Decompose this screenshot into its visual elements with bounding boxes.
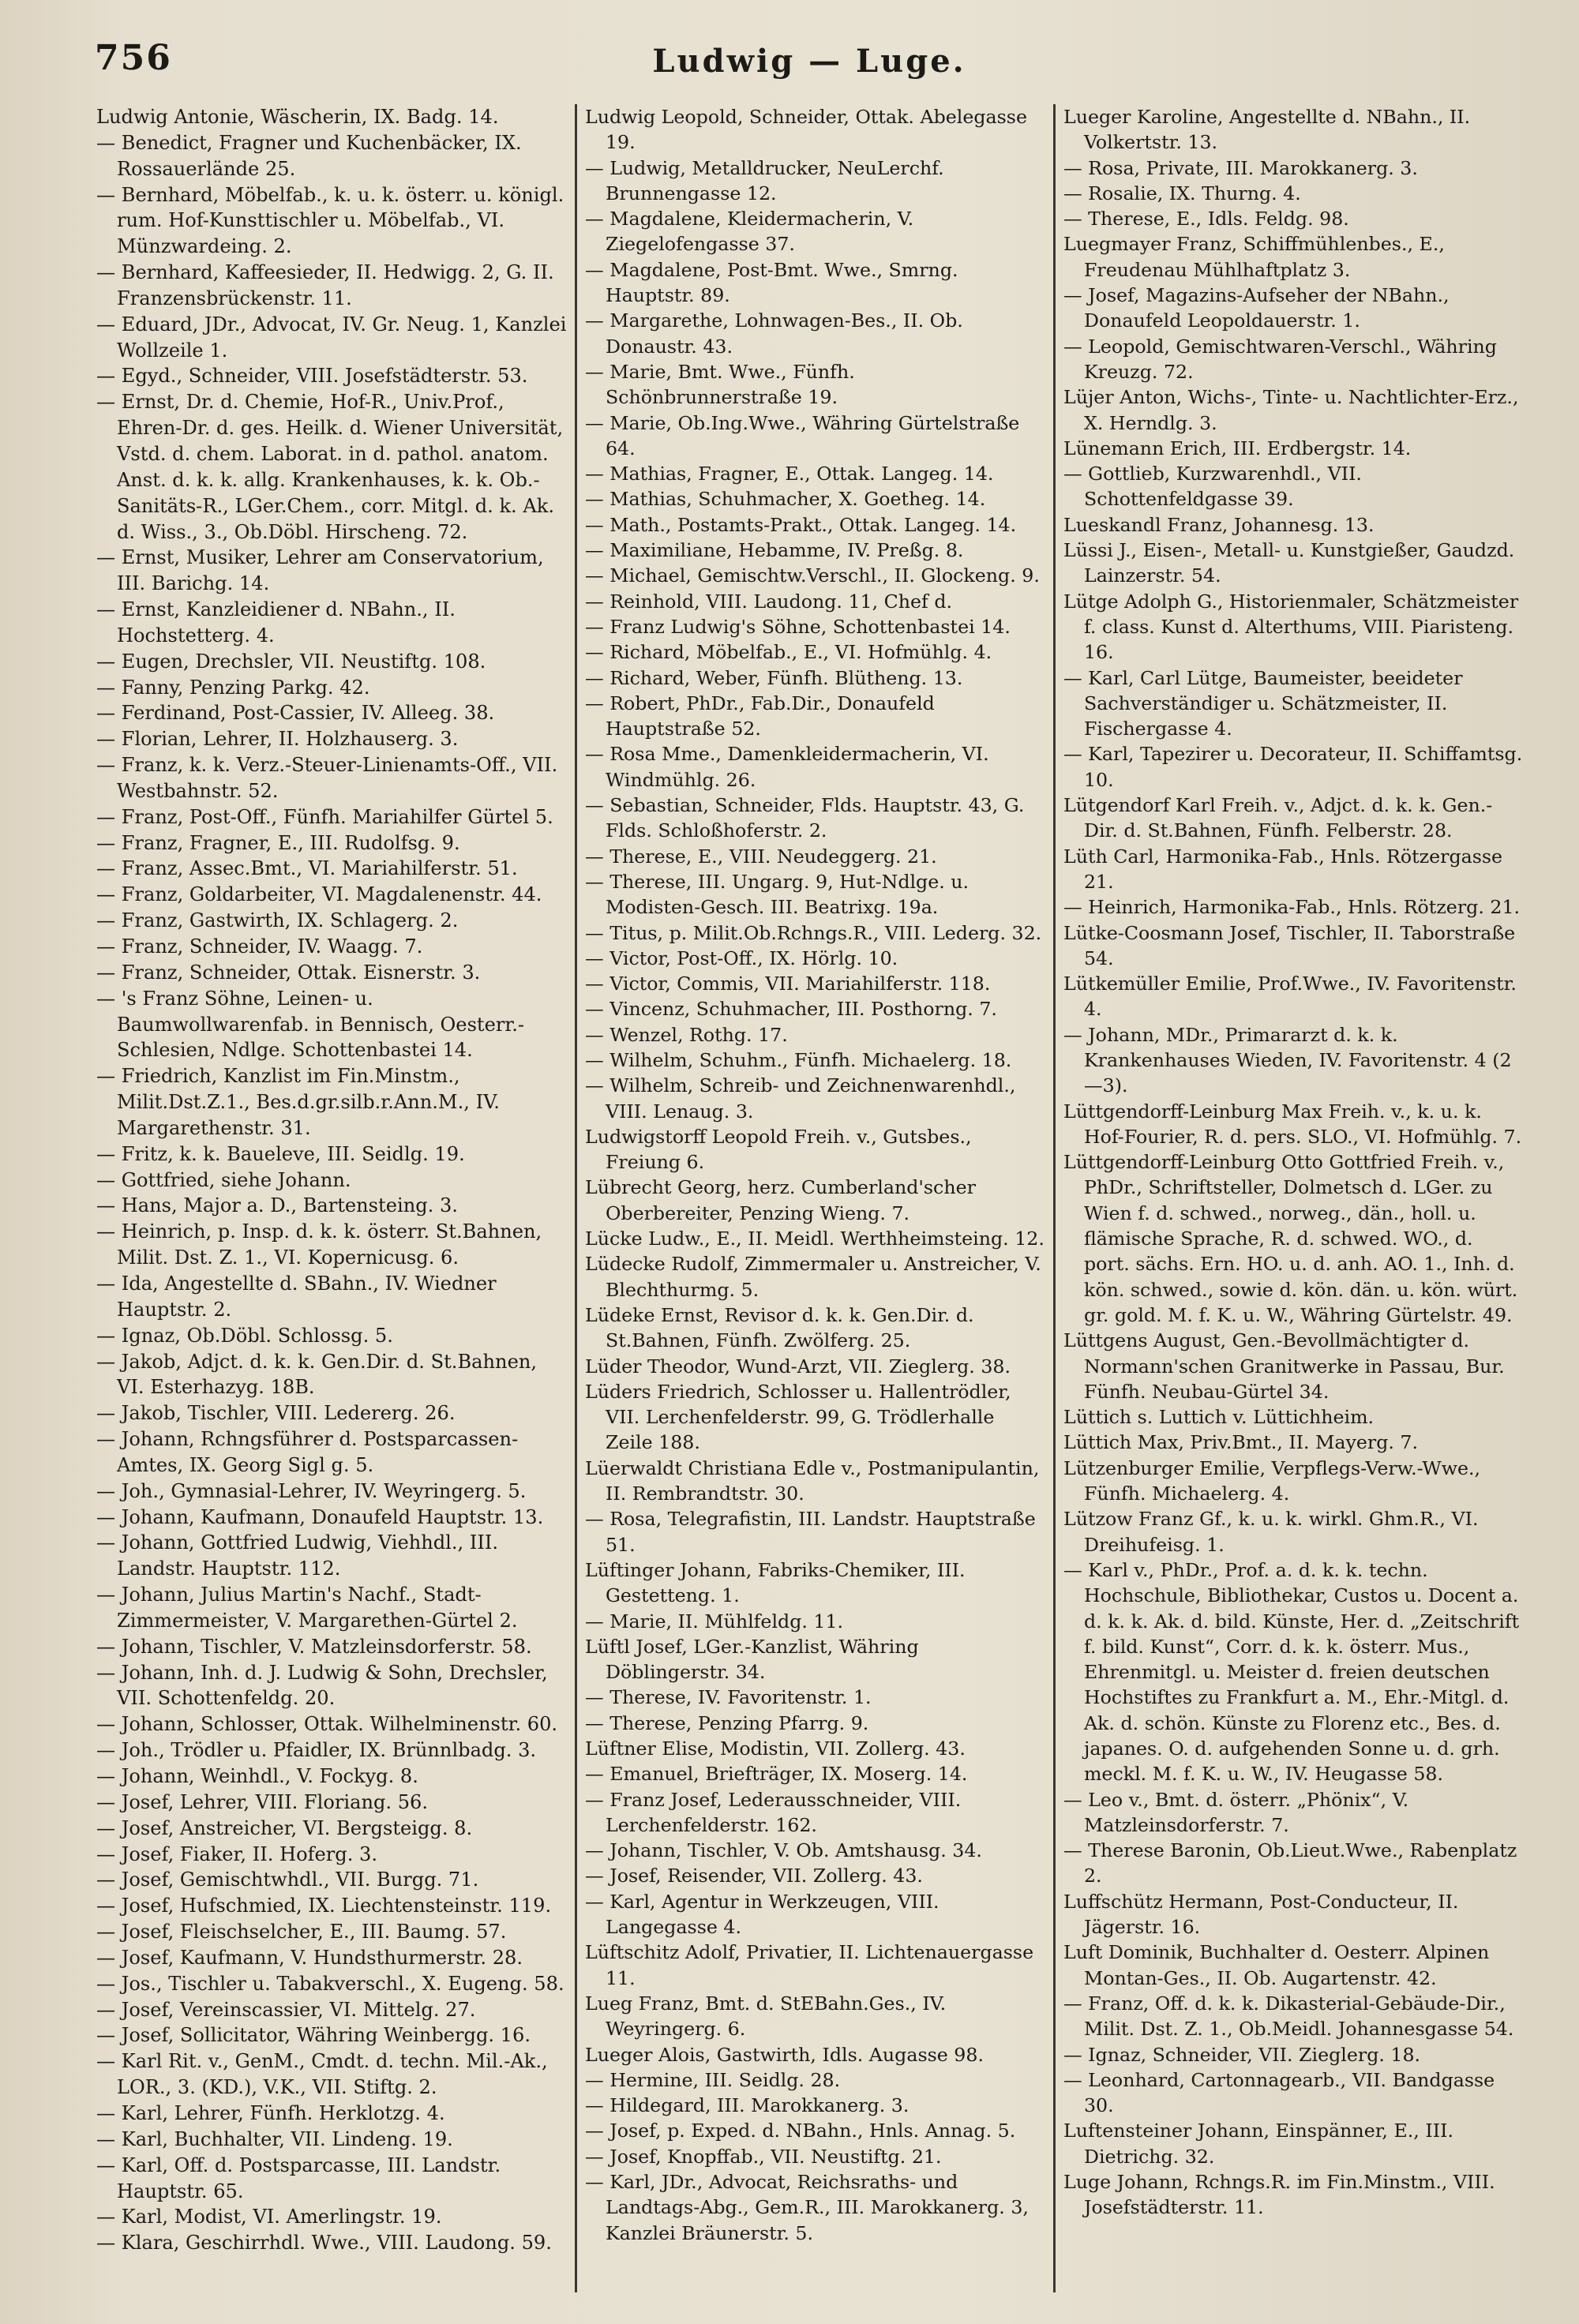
directory-entry: — Marie, Bmt. Wwe., Fünfh. Schönbrunnerstraße 19. [584, 360, 855, 409]
directory-entry: Lüder Theodor, Wund-Arzt, VII. Zieglerg. 38. [584, 1355, 1011, 1378]
directory-entry: — Hildegard, III. Marokkanerg. 3. [584, 2094, 910, 2117]
directory-entry: — Josef, Reisender, VII. Zollerg. 43. [584, 1865, 923, 1887]
directory-entry: — Victor, Post-Off., IX. Hörlg. 10. [584, 946, 898, 969]
directory-entry: — Johann, Kaufmann, Donaufeld Hauptstr. 13. [96, 1505, 544, 1528]
directory-entry: — Johann, MDr., Primararzt d. k. k. Krankenhauses Wieden, IV. Favoritenstr. 4 (2—3). [1063, 1023, 1512, 1097]
directory-entry: Lücke Ludw., E., II. Meidl. Werthheimsteing. 12. [584, 1228, 1045, 1250]
directory-entry: — Ernst, Musiker, Lehrer am Conservatorium, III. Barichg. 14. [96, 546, 544, 595]
directory-entry: — Johann, Tischler, V. Ob. Amtshausg. 34. [584, 1839, 982, 1862]
page-header [95, 38, 1524, 101]
directory-entry: — Josef, p. Exped. d. NBahn., Hnls. Annag. 5. [584, 2120, 1016, 2142]
directory-entry: — Karl Rit. v., GenM., Cmdt. d. techn. Mil.-Ak., LOR., 3. (KD.), V.K., VII. Stiftg. 2. [96, 2050, 548, 2099]
column-middle [575, 104, 1053, 2292]
directory-entry: — Eduard, JDr., Advocat, IV. Gr. Neug. 1, Kanzlei Wollzeile 1. [96, 313, 567, 362]
directory-entry: — Karl v., PhDr., Prof. a. d. k. k. techn. Hochschule, Bibliothekar, Custos u. Docent a. d. k. k. Ak. d. bild. Künste, Her. d. „Zeitschrift f. bild. Kunst“, Corr. d. k. k. österr. Mus., Ehrenmitgl. u. Meister d. freien deutschen Hochstiftes zu Frankfurt a. M., Ehr.-Mitgl. d. Ak. d. schön. Künste zu Florenz etc., Bes. d. japanes. O. d. aufgehenden Sonne u. d. grh. meckl. M. f. K. u. W., IV. Heugasse 58. [1063, 1558, 1520, 1786]
directory-entry: Lüssi J., Eisen-, Metall- u. Kunstgießer, Gaudzd. Lainzerstr. 54. [1063, 539, 1515, 587]
page-number: 756 [95, 38, 172, 78]
directory-entry: — Karl, Off. d. Postsparcasse, III. Landstr. Hauptstr. 65. [96, 2153, 501, 2202]
directory-entry: — Ignaz, Ob.Döbl. Schlossg. 5. [96, 1324, 393, 1347]
directory-entry: Luft Dominik, Buchhalter d. Oesterr. Alpinen Montan-Ges., II. Ob. Augartenstr. 42. [1063, 1941, 1490, 1989]
directory-entry: — Therese, IV. Favoritenstr. 1. [584, 1686, 872, 1709]
directory-entry: — 's Franz Söhne, Leinen- u. Baumwollwarenfab. in Bennisch, Oesterr.-Schlesien, Ndlge. Schottenbastei 14. [96, 987, 525, 1062]
directory-entry: — Richard, Möbelfab., E., VI. Hofmühlg. 4. [584, 641, 992, 664]
directory-entry: — Ernst, Kanzleidiener d. NBahn., II. Hochstetterg. 4. [96, 598, 456, 647]
directory-entry: — Math., Postamts-Prakt., Ottak. Langeg. 14. [584, 513, 1017, 536]
directory-entry: — Joh., Trödler u. Pfaidler, IX. Brünnlbadg. 3. [96, 1739, 537, 1762]
directory-entry: — Johann, Inh. d. J. Ludwig & Sohn, Drechsler, VII. Schottenfeldg. 20. [96, 1661, 548, 1710]
directory-entry: — Karl, JDr., Advocat, Reichsraths- und Landtags-Abg., Gem.R., III. Marokkanerg. 3, Kanzlei Bräunerstr. 5. [584, 2171, 1029, 2244]
directory-entry: — Vincenz, Schuhmacher, III. Posthorng. 7. [584, 998, 997, 1021]
directory-entry: — Klara, Geschirrhdl. Wwe., VIII. Laudong. 59. [96, 2232, 552, 2255]
directory-entry: — Ignaz, Schneider, VII. Zieglerg. 18. [1063, 2043, 1421, 2066]
directory-entry: — Heinrich, p. Insp. d. k. k. österr. St.Bahnen, Milit. Dst. Z. 1., VI. Kopernicusg. 6. [96, 1220, 542, 1269]
directory-entry: — Franz, Post-Off., Fünfh. Mariahilfer Gürtel 5. [96, 805, 553, 828]
running-head: Ludwig — Luge. [652, 43, 966, 80]
directory-entry: Lüttgendorff-Leinburg Max Freih. v., k. u. k. Hof-Fourier, R. d. pers. SLO., VI. Hofmühlg. 7. [1063, 1100, 1522, 1148]
directory-entry: — Josef, Anstreicher, VI. Bergsteigg. 8. [96, 1816, 473, 1839]
directory-entry: — Johann, Julius Martin's Nachf., Stadt-Zimmermeister, V. Margarethen-Gürtel 2. [96, 1584, 518, 1632]
column-left [96, 104, 575, 2292]
directory-entry: Lüttgens August, Gen.-Bevollmächtigter d. Normann'schen Granitwerke in Passau, Bur. Fünfh. Neubau-Gürtel 34. [1063, 1329, 1505, 1403]
directory-entry: Lueger Alois, Gastwirth, Idls. Augasse 98. [584, 2043, 984, 2066]
directory-entry: — Bernhard, Möbelfab., k. u. k. österr. u. königl. rum. Hof-Kunsttischler u. Möbelfab., VI. Münzwardeing. 2. [96, 183, 564, 258]
directory-entry: — Marie, II. Mühlfeldg. 11. [584, 1610, 844, 1632]
directory-entry: Lütke-Coosmann Josef, Tischler, II. Taborstraße 54. [1063, 921, 1516, 969]
directory-entry: — Karl, Buchhalter, VII. Lindeng. 19. [96, 2127, 453, 2150]
directory-entry: — Josef, Fleischselcher, E., III. Baumg. 57. [96, 1921, 507, 1944]
directory-entry: — Michael, Gemischtw.Verschl., II. Glockeng. 9. [584, 564, 1040, 587]
directory-entry: — Karl, Agentur in Werkzeugen, VIII. Langegasse 4. [584, 1890, 940, 1939]
directory-entry: Lüftner Elise, Modistin, VII. Zollerg. 43. [584, 1737, 966, 1760]
directory-entry: Lüdeke Ernst, Revisor d. k. k. Gen.Dir. d. St.Bahnen, Fünfh. Zwölferg. 25. [584, 1303, 974, 1352]
directory-entry: — Therese, E., VIII. Neudeggerg. 21. [584, 845, 937, 868]
directory-entry: — Bernhard, Kaffeesieder, II. Hedwigg. 2, G. II. Franzensbrückenstr. 11. [96, 261, 554, 309]
directory-entry: — Maximiliane, Hebamme, IV. Preßg. 8. [584, 539, 964, 562]
directory-entry: — Mathias, Schuhmacher, X. Goetheg. 14. [584, 488, 986, 511]
directory-entry: Lüerwaldt Christiana Edle v., Postmanipulantin, II. Rembrandtstr. 30. [584, 1456, 1040, 1505]
directory-entry: — Karl, Tapezirer u. Decorateur, II. Schiffamtsg. 10. [1063, 743, 1523, 791]
directory-entry: — Franz, Gastwirth, IX. Schlagerg. 2. [96, 909, 459, 932]
directory-entry: Luftensteiner Johann, Einspänner, E., III. Dietrichg. 32. [1063, 2120, 1453, 2168]
directory-entry: — Wilhelm, Schuhm., Fünfh. Michaelerg. 18. [584, 1048, 1012, 1071]
directory-entry: — Sebastian, Schneider, Flds. Hauptstr. 43, G. Flds. Schloßhoferstr. 2. [584, 794, 1025, 842]
directory-entry: Lützow Franz Gf., k. u. k. wirkl. Ghm.R., VI. Dreihufeisg. 1. [1063, 1508, 1479, 1556]
directory-entry: — Heinrich, Harmonika-Fab., Hnls. Rötzerg. 21. [1063, 896, 1521, 919]
directory-entry: — Titus, p. Milit.Ob.Rchngs.R., VIII. Lederg. 32. [584, 921, 1042, 944]
directory-entry: — Leonhard, Cartonnagearb., VII. Bandgasse 30. [1063, 2068, 1495, 2117]
directory-entry: — Franz Josef, Lederausschneider, VIII. Lerchenfelderstr. 162. [584, 1788, 962, 1836]
directory-entry: — Hans, Major a. D., Bartensteing. 3. [96, 1194, 458, 1217]
directory-entry: — Johann, Tischler, V. Matzleinsdorferstr. 58. [96, 1635, 532, 1658]
directory-entry: — Johann, Rchngsführer d. Postsparcassen-Amtes, IX. Georg Sigl g. 5. [96, 1428, 519, 1476]
directory-entry: — Jos., Tischler u. Tabakverschl., X. Eugeng. 58. [96, 1972, 564, 1995]
directory-entry: — Hermine, III. Seidlg. 28. [584, 2068, 841, 2091]
directory-entry: — Gottlieb, Kurzwarenhdl., VII. Schottenfeldgasse 39. [1063, 463, 1362, 511]
directory-entry: — Jakob, Tischler, VIII. Ledererg. 26. [96, 1402, 456, 1425]
directory-entry: — Egyd., Schneider, VIII. Josefstädterstr. 53. [96, 365, 528, 388]
directory-entry: — Therese Baronin, Ob.Lieut.Wwe., Rabenplatz 2. [1063, 1839, 1517, 1887]
directory-entry: Lüjer Anton, Wichs-, Tinte- u. Nachtlichter-Erz., X. Herndlg. 3. [1063, 386, 1519, 434]
directory-entry: Lütkemüller Emilie, Prof.Wwe., IV. Favoritenstr. 4. [1063, 973, 1517, 1021]
directory-entry: — Rosalie, IX. Thurng. 4. [1063, 182, 1301, 204]
directory-entry: Lüders Friedrich, Schlosser u. Hallentrödler, VII. Lerchenfelderstr. 99, G. Trödlerhalle Zeile 188. [584, 1380, 1011, 1454]
directory-entry: — Ernst, Dr. d. Chemie, Hof-R., Univ.Prof., Ehren-Dr. d. ges. Heilk. d. Wiener Universität, Vstd. d. chem. Laborat. in d. pathol. anatom. Anst. d. k. k. allg. Krankenhauses, k. k. Ob.-Sanitäts-R., LGer.Chem., corr. Mitgl. d. k. Ak. d. Wiss., 3., Ob.Döbl. Hirscheng. 72. [96, 391, 564, 543]
directory-entry: — Richard, Weber, Fünfh. Blütheng. 13. [584, 666, 963, 689]
directory-entry: Lüftl Josef, LGer.-Kanzlist, Währing Döblingerstr. 34. [584, 1635, 919, 1684]
directory-entry: Lübrecht Georg, herz. Cumberland'scher Oberbereiter, Penzing Wieng. 7. [584, 1176, 976, 1224]
directory-entry: — Franz, Schneider, Ottak. Eisnerstr. 3. [96, 961, 481, 984]
directory-entry: — Johann, Gottfried Ludwig, Viehhdl., III. Landstr. Hauptstr. 112. [96, 1531, 499, 1580]
directory-entry: Ludwig Leopold, Schneider, Ottak. Abelegasse 19. [584, 106, 1027, 154]
column-right [1053, 104, 1532, 2292]
directory-entry: — Gottfried, siehe Johann. [96, 1168, 351, 1191]
directory-entry: — Karl, Carl Lütge, Baumeister, beeideter Sachverständiger u. Schätzmeister, II. Fischergasse 4. [1063, 666, 1463, 740]
directory-entry: — Franz Ludwig's Söhne, Schottenbastei 14. [584, 615, 1011, 638]
directory-entry: — Josef, Kaufmann, V. Hundsthurmerstr. 28. [96, 1946, 523, 1969]
directory-entry: — Marie, Ob.Ing.Wwe., Währing Gürtelstraße 64. [584, 411, 1020, 459]
directory-entry: Lünemann Erich, III. Erdbergstr. 14. [1063, 437, 1412, 459]
directory-entry: — Franz, Off. d. k. k. Dikasterial-Gebäude-Dir., Milit. Dst. Z. 1., Ob.Meidl. Johannesgasse 54. [1063, 1992, 1514, 2041]
directory-entry: — Benedict, Fragner und Kuchenbäcker, IX. Rossauerlände 25. [96, 131, 522, 180]
directory-entry: — Josef, Knopffab., VII. Neustiftg. 21. [584, 2145, 942, 2168]
directory-entry: — Emanuel, Briefträger, IX. Moserg. 14. [584, 1763, 968, 1786]
directory-entry: Lützenburger Emilie, Verpflegs-Verw.-Wwe., Fünfh. Michaelerg. 4. [1063, 1456, 1481, 1505]
directory-entry: — Wenzel, Rothg. 17. [584, 1023, 788, 1046]
directory-entry: — Josef, Fiaker, II. Hoferg. 3. [96, 1842, 378, 1865]
directory-columns [96, 104, 1532, 2292]
directory-entry: — Rosa, Telegrafistin, III. Landstr. Hauptstraße 51. [584, 1508, 1036, 1556]
directory-entry: Lüdecke Rudolf, Zimmermaler u. Anstreicher, V. Blechthurmg. 5. [584, 1253, 1041, 1301]
directory-entry: — Josef, Magazins-Aufseher der NBahn., Donaufeld Leopoldauerstr. 1. [1063, 284, 1450, 332]
directory-entry: — Friedrich, Kanzlist im Fin.Minstm., Milit.Dst.Z.1., Bes.d.gr.silb.r.Ann.M., IV. Margarethenstr. 31. [96, 1065, 500, 1139]
directory-entry: Luffschütz Hermann, Post-Conducteur, II. Jägerstr. 16. [1063, 1890, 1459, 1939]
directory-entry: — Josef, Hufschmied, IX. Liechtensteinstr. 119. [96, 1895, 552, 1917]
directory-entry: Lueskandl Franz, Johannesg. 13. [1063, 513, 1375, 536]
directory-entry: Lütgendorf Karl Freih. v., Adjct. d. k. k. Gen.-Dir. d. St.Bahnen, Fünfh. Felberstr. 28. [1063, 794, 1493, 842]
directory-entry: — Wilhelm, Schreib- und Zeichnenwarenhdl., VIII. Lenaug. 3. [584, 1074, 1016, 1123]
directory-entry: — Rosa, Private, III. Marokkanerg. 3. [1063, 156, 1418, 179]
directory-entry: — Therese, Penzing Pfarrg. 9. [584, 1711, 869, 1734]
directory-entry: — Therese, E., Idls. Feldg. 98. [1063, 208, 1349, 231]
directory-entry: Lueg Franz, Bmt. d. StEBahn.Ges., IV. Weyringerg. 6. [584, 1992, 947, 2041]
directory-entry: — Ludwig, Metalldrucker, NeuLerchf. Brunnengasse 12. [584, 156, 944, 204]
directory-entry: — Fanny, Penzing Parkg. 42. [96, 676, 370, 699]
directory-entry: — Johann, Weinhdl., V. Fockyg. 8. [96, 1765, 418, 1787]
directory-entry: — Karl, Lehrer, Fünfh. Herklotzg. 4. [96, 2101, 445, 2124]
directory-entry: — Ferdinand, Post-Cassier, IV. Alleeg. 38. [96, 702, 495, 725]
directory-entry: — Margarethe, Lohnwagen-Bes., II. Ob. Donaustr. 43. [584, 309, 963, 358]
directory-entry: Lueger Karoline, Angestellte d. NBahn., II. Volkertstr. 13. [1063, 106, 1471, 154]
directory-entry: Lütge Adolph G., Historienmaler, Schätzmeister f. class. Kunst d. Alterthums, VIII. Piaristeng. 16. [1063, 590, 1519, 664]
directory-entry: — Leopold, Gemischtwaren-Verschl., Währing Kreuzg. 72. [1063, 335, 1497, 383]
directory-entry: — Leo v., Bmt. d. österr. „Phönix“, V. Matzleinsdorferstr. 7. [1063, 1788, 1409, 1836]
directory-entry: — Joh., Gymnasial-Lehrer, IV. Weyringerg. 5. [96, 1479, 527, 1502]
directory-entry: Lüttich Max, Priv.Bmt., II. Mayerg. 7. [1063, 1431, 1419, 1454]
directory-entry: — Robert, PhDr., Fab.Dir., Donaufeld Hauptstraße 52. [584, 692, 935, 740]
directory-entry: Lüttich s. Luttich v. Lüttichheim. [1063, 1406, 1375, 1429]
directory-entry: — Franz, Goldarbeiter, VI. Magdalenenstr. 44. [96, 883, 542, 906]
directory-entry: Lüftinger Johann, Fabriks-Chemiker, III. Gestetteng. 1. [584, 1558, 966, 1607]
directory-entry: — Johann, Schlosser, Ottak. Wilhelminenstr. 60. [96, 1713, 558, 1736]
directory-entry: Luegmayer Franz, Schiffmühlenbes., E., Freudenau Mühlhaftplatz 3. [1063, 233, 1445, 281]
directory-entry: Luge Johann, Rchngs.R. im Fin.Minstm., VIII. Josefstädterstr. 11. [1063, 2171, 1495, 2219]
directory-entry: — Fritz, k. k. Baueleve, III. Seidlg. 19. [96, 1142, 465, 1165]
directory-entry: — Franz, Fragner, E., III. Rudolfsg. 9. [96, 831, 460, 854]
directory-entry: — Josef, Gemischtwhdl., VII. Burgg. 71. [96, 1869, 479, 1891]
directory-entry: Lüftschitz Adolf, Privatier, II. Lichtenauergasse 11. [584, 1941, 1034, 1989]
directory-entry: — Florian, Lehrer, II. Holzhauserg. 3. [96, 728, 459, 751]
directory-entry: Lüttgendorff-Leinburg Otto Gottfried Freih. v., PhDr., Schriftsteller, Dolmetsch d. LGer. zu Wien f. d. schwed., norweg., dän., holl. u. flämische Sprache, R. d. schwed. WO., d. port. sächs. Ern. HO. u. d. anh. AO. 1., Inh. d. kön. schwed., sowie d. kön. dän. u. kön. würt. gr. gold. M. f. K. u. W., Währing Gürtelstr. 49. [1063, 1151, 1518, 1326]
directory-entry: Ludwig Antonie, Wäscherin, IX. Badg. 14. [96, 106, 499, 128]
directory-entry: — Victor, Commis, VII. Mariahilferstr. 118. [584, 973, 991, 995]
directory-entry: Ludwigstorff Leopold Freih. v., Gutsbes., Freiung 6. [584, 1125, 972, 1174]
directory-entry: — Ida, Angestellte d. SBahn., IV. Wiedner Hauptstr. 2. [96, 1272, 497, 1321]
directory-entry: — Magdalene, Post-Bmt. Wwe., Smrng. Hauptstr. 89. [584, 258, 958, 307]
directory-entry: — Franz, k. k. Verz.-Steuer-Linienamts-Off., VII. Westbahnstr. 52. [96, 754, 558, 802]
directory-entry: — Therese, III. Ungarg. 9, Hut-Ndlge. u. Modisten-Gesch. III. Beatrixg. 19a. [584, 870, 970, 919]
directory-entry: Lüth Carl, Harmonika-Fab., Hnls. Rötzergasse 21. [1063, 845, 1503, 893]
directory-entry: — Josef, Lehrer, VIII. Floriang. 56. [96, 1790, 429, 1813]
directory-entry: — Jakob, Adjct. d. k. k. Gen.Dir. d. St.Bahnen, VI. Esterhazyg. 18B. [96, 1350, 538, 1399]
directory-entry: — Magdalene, Kleidermacherin, V. Ziegelofengasse 37. [584, 208, 914, 256]
directory-entry: — Josef, Vereinscassier, VI. Mittelg. 27. [96, 1998, 476, 2021]
directory-entry: — Karl, Modist, VI. Amerlingstr. 19. [96, 2206, 442, 2228]
directory-entry: — Reinhold, VIII. Laudong. 11, Chef d. [584, 590, 953, 613]
directory-entry: — Franz, Schneider, IV. Waagg. 7. [96, 935, 423, 958]
directory-entry: — Mathias, Fragner, E., Ottak. Langeg. 14. [584, 463, 994, 485]
directory-entry: — Rosa Mme., Damenkleidermacherin, VI. Windmühlg. 26. [584, 743, 989, 791]
directory-entry: — Josef, Sollicitator, Währing Weinbergg. 16. [96, 2024, 531, 2047]
directory-entry: — Eugen, Drechsler, VII. Neustiftg. 108. [96, 650, 486, 673]
directory-entry: — Franz, Assec.Bmt., VI. Mariahilferstr. 51. [96, 857, 518, 880]
